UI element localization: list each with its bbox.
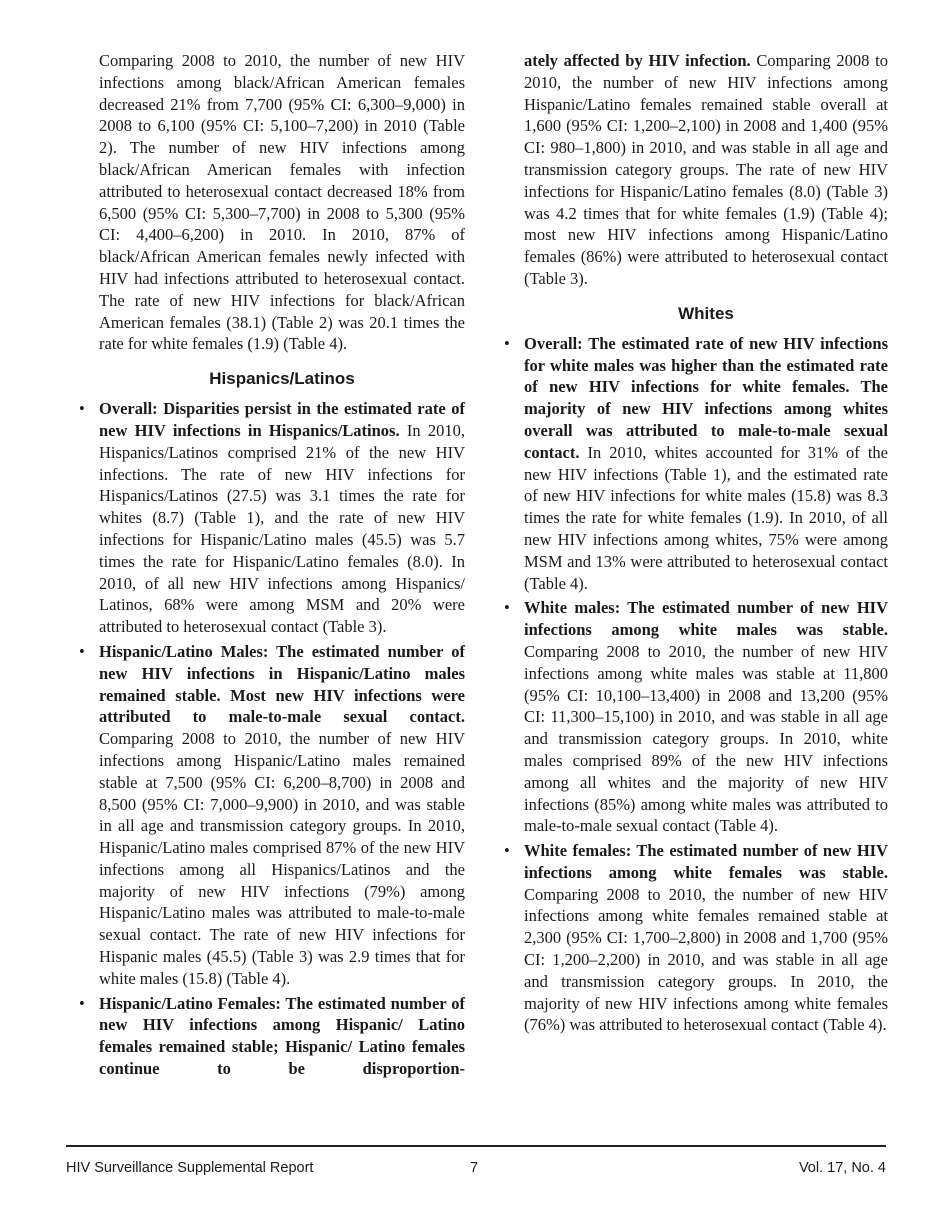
intro-paragraph: Comparing 2008 to 2010, the number of new HIV infections among black/African American females decreased 21% from 7,700 (95% CI: 6,300–9,000) in 2008 to 6,100 (95% CI: 5,100–7,200) in 2010 (Table 2). The number of new HIV infections among black/African American females with infection attributed to heterosexual contact decreased 18% from 6,500 (95% CI: 5,300–7,700) in 2008 to 5,300 (95% CI: 4,400–6,200) in 2010. In 2010, 87% of black/African American females newly infected with HIV had infections attributed to heterosexual contact. The rate of new HIV infections for black/African American females (38.1) (Table 2) was 20.1 times the rate for white females (1.9) (Table 4). xyxy=(99,51,465,354)
bullet-lead: Hispanic/Latino Males: The estimated number of new HIV infections in Hispanic/Latino males remained stable. Most new HIV infections were attributed to male-to-male sexual contact. xyxy=(99,641,465,727)
bullet-white-males xyxy=(524,597,888,837)
bullet-lead: White females: The estimated number of new HIV infections among white females was stable. xyxy=(524,841,888,882)
bullet-body: Comparing 2008 to 2010, the number of new HIV infections among white males was stable at 11,800 (95% CI: 10,100–13,400) in 2008 and 13,200 (95% CI: 11,300–15,100) in 2010, and was stable in all age and transmission category groups. In 2010, white males comprised 89% of the new HIV infections among all whites and the majority of new HIV infections (85%) among white males was attributed to male-to-male sexual contact (Table 4). xyxy=(524,641,888,836)
footer-report-title: HIV Surveillance Supplemental Report xyxy=(66,1160,314,1176)
bullet-white-females xyxy=(524,840,888,1036)
footer-page-number: 7 xyxy=(470,1160,479,1176)
bullet-body: In 2010, whites accounted for 31% of the new HIV infections (Table 1), and the estimated rate of new HIV infections for white males (15.8) was 8.3 times the rate for white females (1.9). In 2010, of all new HIV infections among whites, 75% were among MSM and 13% were attributed to heterosexual contact (Table 4). xyxy=(524,442,888,593)
continuation-body: Comparing 2008 to 2010, the number of new HIV infections among Hispanic/Latino females remained stable overall at 1,600 (95% CI: 1,200–2,100) in 2008 and 1,400 (95% CI: 980–1,800) in 2010, and was stable in all age and transmission category groups. The rate of new HIV infections for Hispanic/Latino females (8.0) (Table 3) was 4.2 times that for white females (1.9) (Table 4); most new HIV infections among Hispanic/Latino females (86%) were attributed to heterosexual contact (Table 3). xyxy=(524,51,889,288)
bullet-lead: Hispanic/Latino Females: The estimated number of new HIV infections among Hispanic/ Latino females remained stable; Hispanic/ Latino females continue to be disproportion- xyxy=(99,993,465,1079)
continuation-paragraph xyxy=(524,50,888,290)
bullet-body: Comparing 2008 to 2010, the number of new HIV infections among white females remained stable at 2,300 (95% CI: 1,700–2,800) in 2008 and 1,700 (95% CI: 1,200–2,200) in 2010, and was stable in all age and transmission category groups. In 2010, the majority of new HIV infections among white females (76%) was attributed to heterosexual contact (Table 4). xyxy=(524,884,888,1035)
bullet-lead: Overall: The estimated rate of new HIV infections for white males was higher than the estimated rate of new HIV infections for white females. The majority of new HIV infections among whites overall was attributed to male-to-male sexual contact. xyxy=(524,333,888,462)
section-heading-whites: Whites xyxy=(678,303,734,323)
bullet-whites-overall xyxy=(524,333,888,595)
footer-divider xyxy=(66,1145,886,1147)
bullet-hispanic-females xyxy=(99,993,465,1080)
continuation-lead: ately affected by HIV infection. xyxy=(524,51,751,70)
bullet-body: Comparing 2008 to 2010, the number of new HIV infections among Hispanic/Latino males remained stable at 7,500 (95% CI: 6,200–8,700) in 2008 and 8,500 (95% CI: 7,000–9,900) in 2010, and was stable in all age and transmission category groups. In 2010, Hispanic/Latino males comprised 87% of the new HIV infections among all Hispanics/Latinos and the majority of new HIV infections (79%) among Hispanic/Latino males was attributed to male-to-male sexual contact. The rate of new HIV infections for Hispanic males (45.5) (Table 3) was 2.9 times that for white males (15.8) (Table 4). xyxy=(99,729,465,988)
section-heading-hispanics-latinos: Hispanics/Latinos xyxy=(209,369,355,389)
footer-volume: Vol. 17, No. 4 xyxy=(798,1160,886,1176)
bullet-body: In 2010, Hispanics/Latinos comprised 21% of the new HIV infections. The rate of new HIV infections for Hispanics/Latinos (27.5) was 3.1 times the rate for whites (8.7) (Table 1), and the rate of new HIV infections for Hispanic/Latino males (45.5) was 5.7 times the rate for Hispanic/Latino females (8.0). In 2010, of all new HIV infections among Hispanics/ Latinos, 68% were among MSM and 20% were attributed to heterosexual contact (Table 3). xyxy=(99,420,465,637)
bullet-hispanic-overall xyxy=(99,398,465,638)
hispanic-bullet-list xyxy=(99,398,465,1080)
bullet-lead: Overall: Disparities persist in the estimated rate of new HIV infections in Hispanics/Latinos. xyxy=(99,399,465,440)
bullet-hispanic-males xyxy=(99,641,465,990)
whites-bullet-list xyxy=(524,333,888,1037)
left-column xyxy=(99,50,465,1083)
bullet-lead: White males: The estimated number of new HIV infections among white males was stable. xyxy=(524,598,888,640)
right-column xyxy=(524,50,888,1039)
